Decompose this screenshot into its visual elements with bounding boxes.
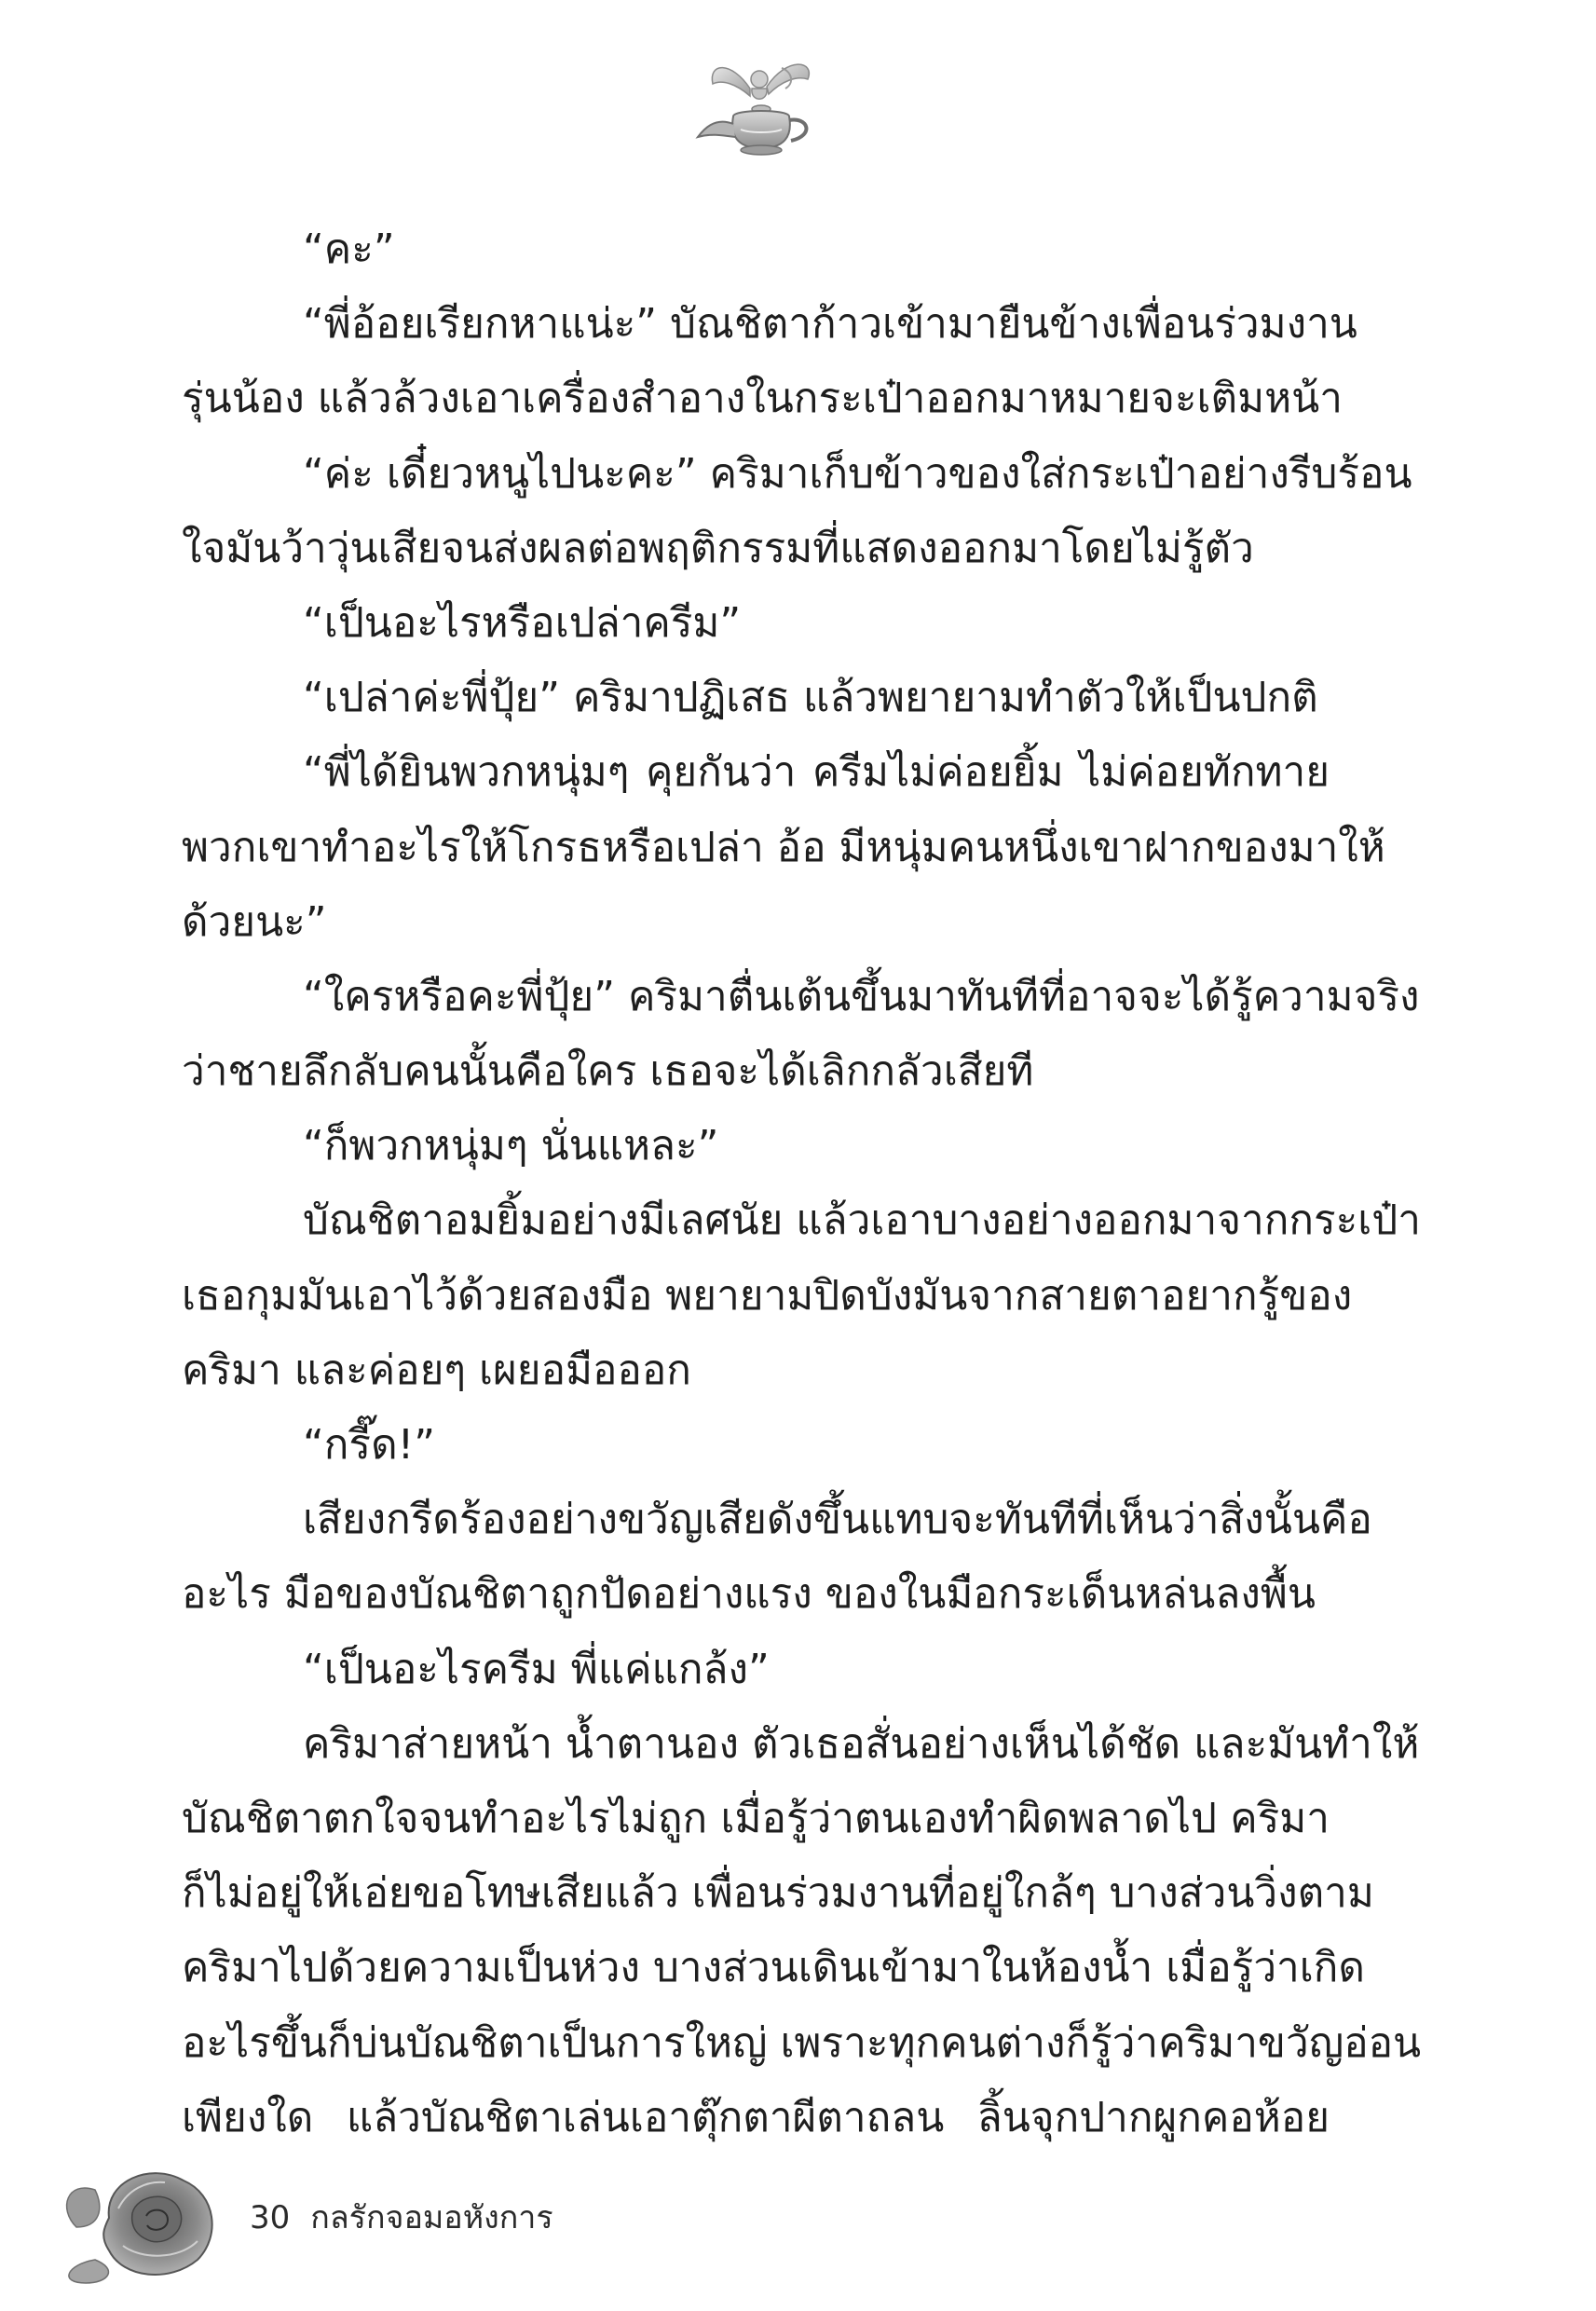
text-line: เสียงกรีดร้องอย่างขวัญเสียดังขึ้นแทบจะทันทีที่เห็นว่าสิ่งนั้นคือ: [303, 1496, 1372, 1544]
text-line: “กรี๊ด!”: [303, 1421, 436, 1469]
text-line: เพียงใด แล้วบัณชิตาเล่นเอาตุ๊กตาผีตาถลน ลิ้นจุกปากผูกคอห้อย: [182, 2093, 1330, 2141]
text-line: “คะ”: [303, 226, 395, 273]
book-title: กลรักจอมอหังการ: [310, 2199, 553, 2236]
page-footer: [0, 2125, 1596, 2311]
text-line: “เป็นอะไรหรือเปล่าครีม”: [303, 598, 742, 647]
text-line: เธอกุมมันเอาไว้ด้วยสองมือ พยายามปิดบังมันจากสายตาอยากรู้ของ: [182, 1271, 1353, 1320]
text-line: อะไรขึ้นก็บ่นบัณชิตาเป็นการใหญ่ เพราะทุกคนต่างก็รู้ว่าคริมาขวัญอ่อน: [182, 2018, 1422, 2067]
text-line: “ใครหรือคะพี่ปุ้ย” คริมาตื่นเต้นขึ้นมาทันทีที่อาจจะได้รู้ความจริง: [303, 972, 1420, 1020]
page-folio: [250, 2192, 553, 2242]
text-line: ก็ไม่อยู่ให้เอ่ยขอโทษเสียแล้ว เพื่อนร่วมงานที่อยู่ใกล้ๆ บางส่วนวิ่งตาม: [182, 1869, 1374, 1918]
text-line: “พี่อ้อยเรียกหาแน่ะ” บัณชิตาก้าวเข้ามายืนข้างเพื่อนร่วมงาน: [303, 300, 1357, 349]
text-line: “ค่ะ เดี๋ยวหนูไปนะคะ” คริมาเก็บข้าวของใส่กระเป๋าอย่างรีบร้อน: [303, 449, 1412, 498]
rose-ornament-icon: [58, 2143, 253, 2292]
text-line: คริมาไปด้วยความเป็นห่วง บางส่วนเดินเข้ามาในห้องน้ำ เมื่อรู้ว่าเกิด: [182, 1944, 1365, 1992]
text-line: ใจมันว้าวุ่นเสียจนส่งผลต่อพฤติกรรมที่แสดงออกมาโดยไม่รู้ตัว: [182, 524, 1254, 572]
text-line: คริมา และค่อยๆ เผยอมือออก: [182, 1346, 691, 1394]
text-line: ว่าชายลึกลับคนนั้นคือใคร เธอจะได้เลิกกลัวเสียที: [182, 1047, 1034, 1096]
text-line: พวกเขาทำอะไรให้โกรธหรือเปล่า อ้อ มีหนุ่มคนหนึ่งเขาฝากของมาให้: [182, 823, 1385, 871]
text-line: “เปล่าค่ะพี่ปุ้ย” คริมาปฏิเสธ แล้วพยายามทำตัวให้เป็นปกติ: [303, 674, 1318, 722]
text-line: คริมาส่ายหน้า น้ำตานอง ตัวเธอสั่นอย่างเห็นได้ชัด และมันทำให้: [303, 1719, 1420, 1768]
text-line: รุ่นน้อง แล้วล้วงเอาเครื่องสำอางในกระเป๋าออกมาหมายจะเติมหน้า: [182, 375, 1343, 423]
body-text: [182, 212, 1422, 2155]
text-line: “เป็นอะไรครีม พี่แค่แกล้ง”: [303, 1645, 770, 1693]
text-line: “พี่ได้ยินพวกหนุ่มๆ คุยกันว่า ครีมไม่ค่อยยิ้ม ไม่ค่อยทักทาย: [303, 748, 1330, 797]
text-line: อะไร มือของบัณชิตาถูกปัดอย่างแรง ของในมือกระเด็นหล่นลงพื้น: [182, 1570, 1316, 1619]
angel-teapot-ornament-icon: [685, 51, 834, 172]
text-line: ด้วยนะ”: [182, 897, 327, 946]
text-line: บัณชิตาตกใจจนทำอะไรไม่ถูก เมื่อรู้ว่าตนเองทำผิดพลาดไป คริมา: [182, 1794, 1330, 1842]
page-number: 30: [250, 2199, 291, 2236]
text-line: บัณชิตาอมยิ้มอย่างมีเลศนัย แล้วเอาบางอย่างออกมาจากกระเป๋า: [303, 1197, 1421, 1245]
text-line: “ก็พวกหนุ่มๆ นั่นแหละ”: [303, 1122, 719, 1170]
